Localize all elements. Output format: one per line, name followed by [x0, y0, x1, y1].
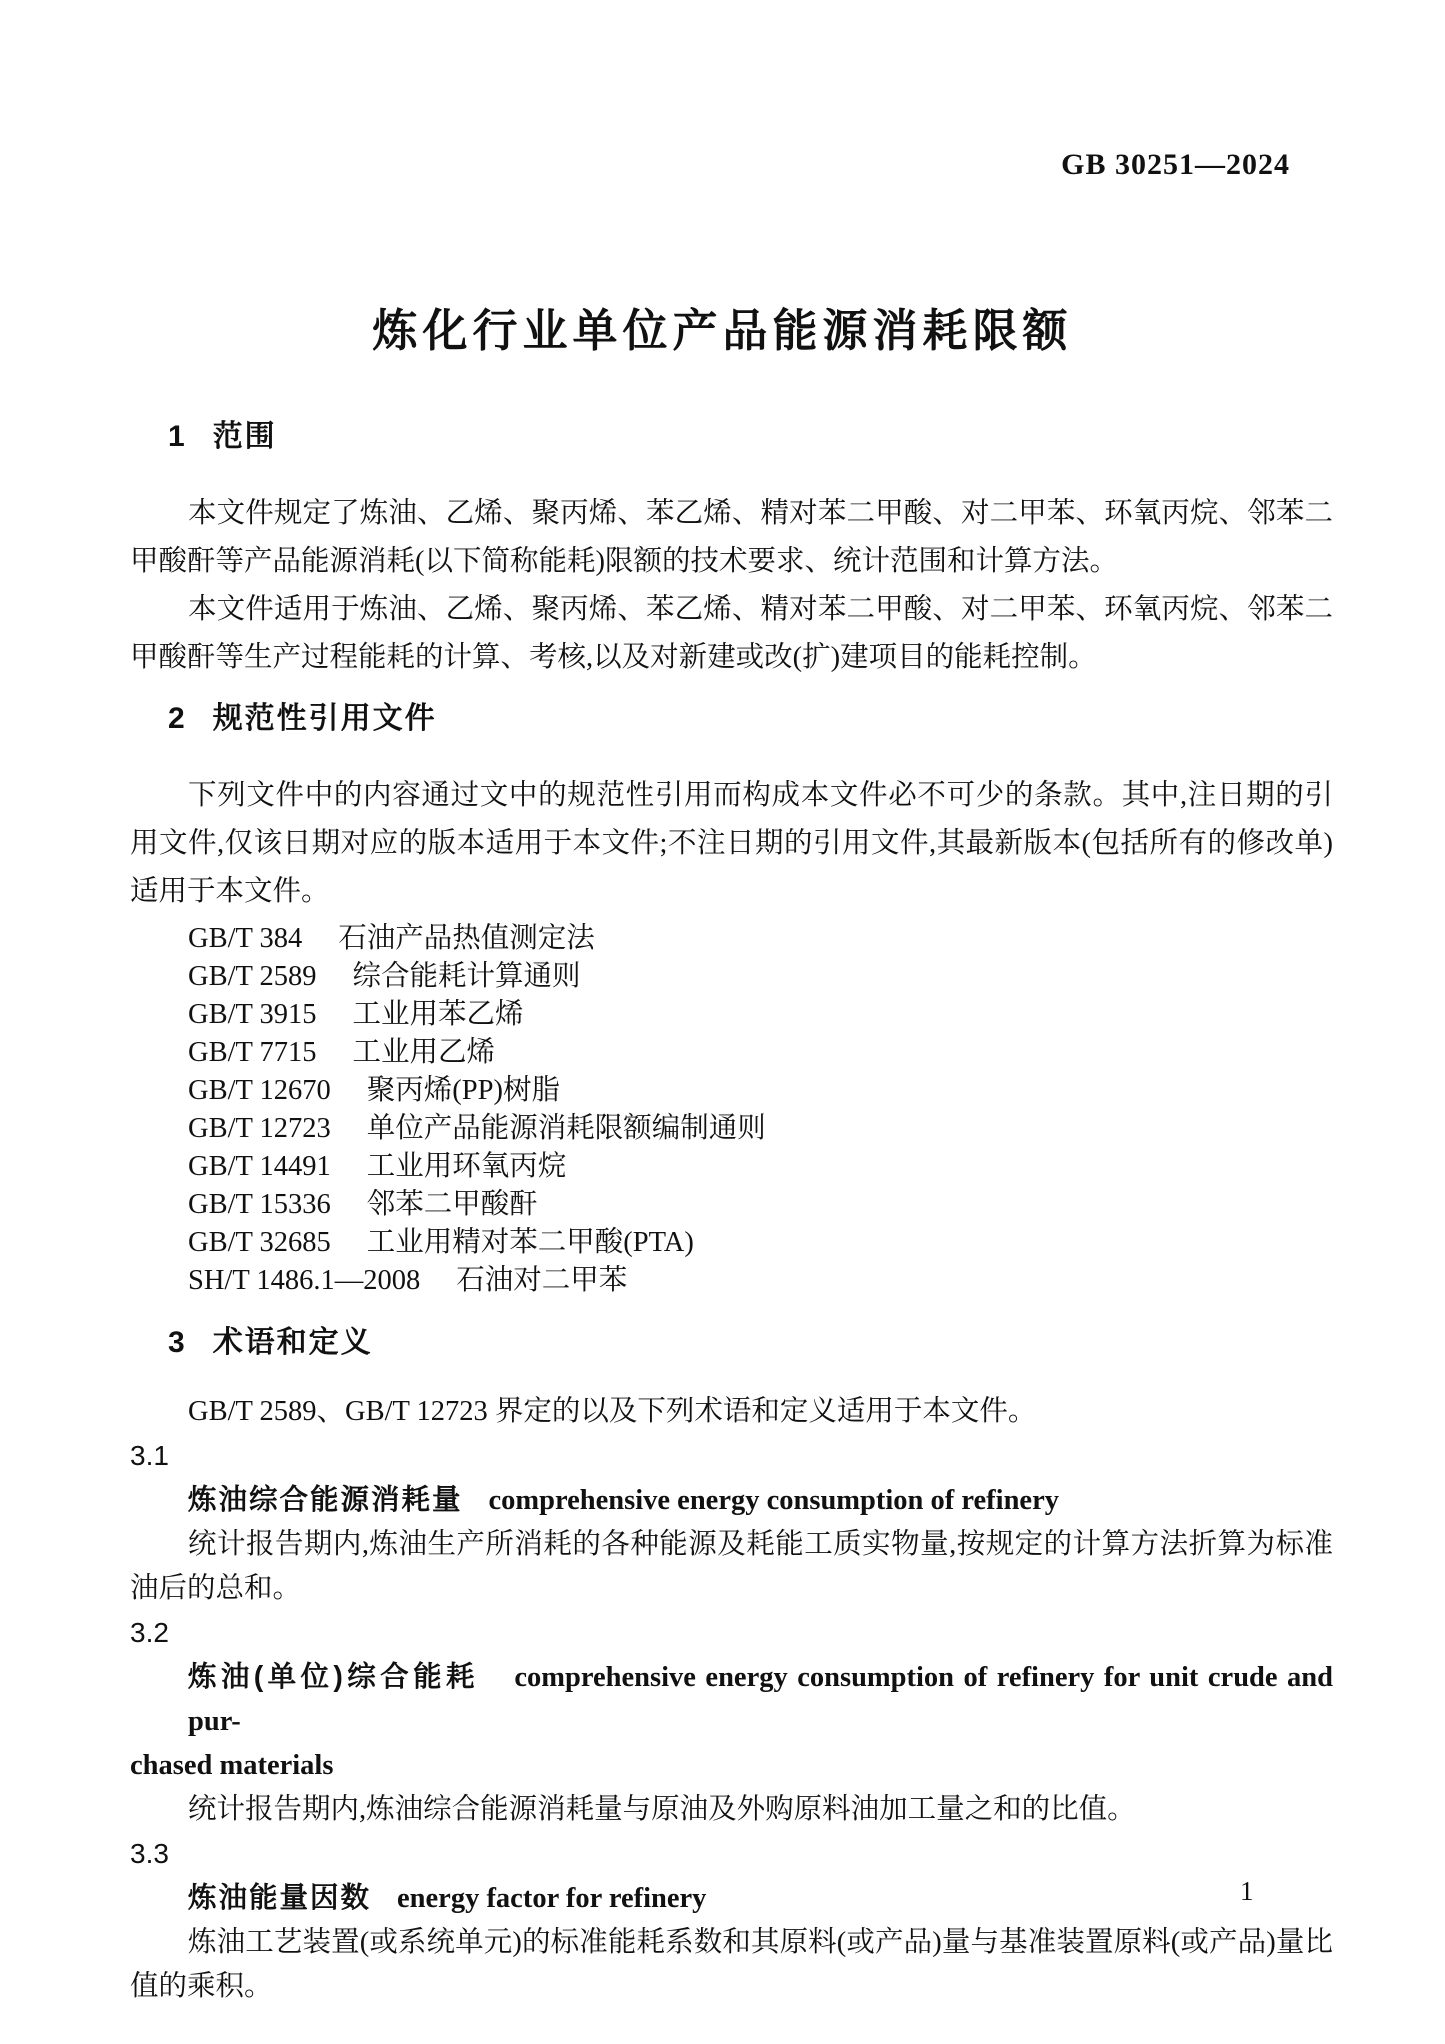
- reference-item: [188, 1110, 1333, 1148]
- standard-number: GB 30251—2024: [1061, 148, 1290, 181]
- section-number: 3: [168, 1326, 185, 1359]
- reference-name: 工业用乙烯: [352, 1037, 496, 1068]
- normative-references-paragraph: 下列文件中的内容通过文中的规范性引用而构成本文件必不可少的条款。其中,注日期的引用文件,仅该日期对应的版本适用于本文件;不注日期的引用文件,其最新版本(包括所有的修改单)适用于本文件。: [130, 780, 1333, 907]
- reference-name: 综合能耗计算通则: [352, 961, 581, 992]
- scope-paragraph-1: 本文件规定了炼油、乙烯、聚丙烯、苯乙烯、精对苯二甲酸、对二甲苯、环氧丙烷、邻苯二甲酸酐等产品能源消耗(以下简称能耗)限额的技术要求、统计范围和计算方法。: [130, 498, 1333, 577]
- reference-name: 石油对二甲苯: [456, 1265, 628, 1296]
- reference-name: 邻苯二甲酸酐: [366, 1189, 538, 1220]
- term-english: comprehensive energy consumption of refinery for unit crude and pur-: [188, 1662, 1334, 1737]
- reference-code: SH/T 1486.1—2008: [188, 1265, 421, 1296]
- section-2-heading: [130, 702, 1333, 736]
- term-title: [130, 1655, 1333, 1744]
- reference-item: [188, 1072, 1333, 1110]
- reference-name: 工业用环氧丙烷: [366, 1151, 567, 1182]
- term-definition: 炼油工艺装置(或系统单元)的标准能耗系数和其原料(或产品)量与基准装置原料(或产品)量比值的乘积。: [130, 1927, 1333, 2002]
- section-number: 1: [168, 420, 185, 453]
- reference-name: 工业用精对苯二甲酸(PTA): [366, 1227, 694, 1258]
- section-3-heading: [130, 1326, 1333, 1360]
- term-number: 3.3: [130, 1838, 169, 1869]
- reference-code: GB/T 12670: [188, 1075, 331, 1106]
- section-number: 2: [168, 702, 185, 735]
- term-chinese: 炼油综合能源消耗量: [188, 1484, 463, 1516]
- reference-code: GB/T 2589: [188, 961, 317, 992]
- term-chinese: 炼油(单位)综合能耗: [188, 1661, 479, 1693]
- reference-name: 石油产品热值测定法: [338, 923, 595, 954]
- reference-code: GB/T 384: [188, 923, 303, 954]
- terms-intro-paragraph: GB/T 2589、GB/T 12723 界定的以及下列术语和定义适用于本文件。: [188, 1396, 1037, 1427]
- term-number: 3.2: [130, 1617, 169, 1648]
- reference-code: GB/T 14491: [188, 1151, 331, 1182]
- reference-item: [188, 1224, 1333, 1262]
- section-title: 范围: [212, 420, 277, 453]
- reference-item: [188, 920, 1333, 958]
- reference-item: [188, 1034, 1333, 1072]
- normative-reference-list: [130, 920, 1333, 1300]
- reference-name: 工业用苯乙烯: [352, 999, 524, 1030]
- term-title: [130, 1876, 1333, 1921]
- term-number: 3.1: [130, 1440, 169, 1471]
- reference-item: [188, 1262, 1333, 1300]
- section-title: 术语和定义: [212, 1326, 373, 1359]
- terms-area: [130, 1390, 1333, 2009]
- reference-item: [188, 958, 1333, 996]
- term-title: [130, 1478, 1333, 1523]
- section-title: 规范性引用文件: [212, 702, 437, 735]
- page-number: 1: [1240, 1876, 1254, 1906]
- reference-code: GB/T 3915: [188, 999, 317, 1030]
- term-definition: 统计报告期内,炼油综合能源消耗量与原油及外购原料油加工量之和的比值。: [188, 1794, 1136, 1825]
- scope-paragraph-2: 本文件适用于炼油、乙烯、聚丙烯、苯乙烯、精对苯二甲酸、对二甲苯、环氧丙烷、邻苯二甲酸酐等生产过程能耗的计算、考核,以及对新建或改(扩)建项目的能耗控制。: [130, 594, 1333, 673]
- reference-item: [188, 1186, 1333, 1224]
- reference-code: GB/T 12723: [188, 1113, 331, 1144]
- reference-name: 聚丙烯(PP)树脂: [366, 1075, 560, 1106]
- reference-name: 单位产品能源消耗限额编制通则: [366, 1113, 766, 1144]
- reference-item: [188, 996, 1333, 1034]
- document-body: [130, 420, 1333, 2009]
- document-title: 炼化行业单位产品能源消耗限额: [372, 305, 1073, 356]
- section-1-heading: [130, 420, 1333, 454]
- term-english: energy factor for refinery: [397, 1883, 707, 1914]
- term-english: comprehensive energy consumption of refinery: [488, 1485, 1059, 1516]
- reference-code: GB/T 15336: [188, 1189, 331, 1220]
- term-english-continuation: chased materials: [130, 1750, 334, 1781]
- term-definition: 统计报告期内,炼油生产所消耗的各种能源及耗能工质实物量,按规定的计算方法折算为标准油后的总和。: [130, 1529, 1333, 1604]
- reference-code: GB/T 32685: [188, 1227, 331, 1258]
- term-chinese: 炼油能量因数: [188, 1882, 372, 1914]
- reference-item: [188, 1148, 1333, 1186]
- reference-code: GB/T 7715: [188, 1037, 317, 1068]
